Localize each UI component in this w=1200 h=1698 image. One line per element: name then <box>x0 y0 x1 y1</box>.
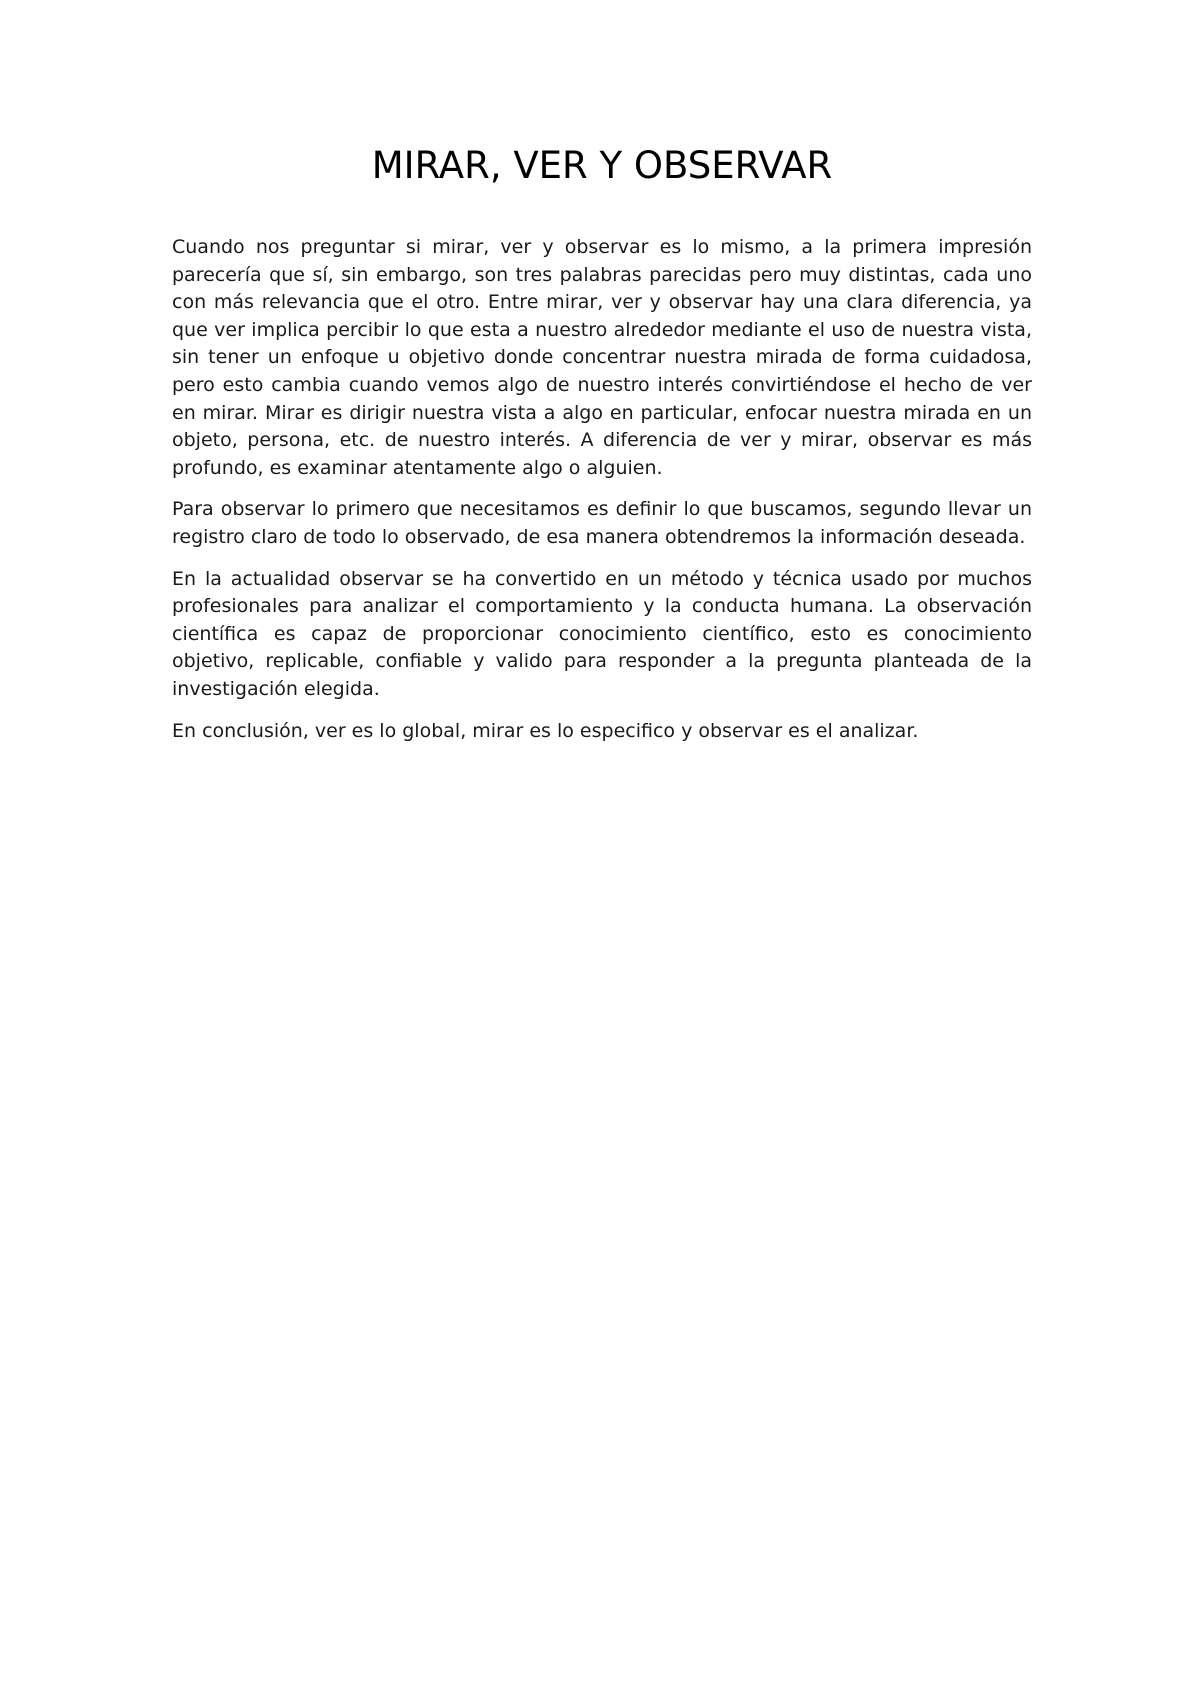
document-title: MIRAR, VER Y OBSERVAR <box>371 144 833 187</box>
paragraph-3: En la actualidad observar se ha convertido en un método y técnica usado por muchos profesionales para analizar el comportamiento y la conducta humana. La observación científica es capaz de proporcionar conocimiento científico, esto es conocimiento objetivo, replicable, confiable y valido para responder a la pregunta planteada de la investigación elegida. <box>172 567 1032 700</box>
paragraph-1: Cuando nos preguntar si mirar, ver y observar es lo mismo, a la primera impresión parecería que sí, sin embargo, son tres palabras parecidas pero muy distintas, cada uno con más relevancia que el otro. Entre mirar, ver y observar hay una clara diferencia, ya que ver implica percibir lo que esta a nuestro alrededor mediante el uso de nuestra vista, sin tener un enfoque u objetivo donde concentrar nuestra mirada de forma cuidadosa, pero esto cambia cuando vemos algo de nuestro interés convirtiéndose el hecho de ver en mirar. Mirar es dirigir nuestra vista a algo en particular, enfocar nuestra mirada en un objeto, persona, etc. de nuestro interés. A diferencia de ver y mirar, observar es más profundo, es examinar atentamente algo o alguien. <box>172 236 1032 479</box>
paragraph-2: Para observar lo primero que necesitamos es definir lo que buscamos, segundo llevar un registro claro de todo lo observado, de esa manera obtendremos la información deseada. <box>172 498 1032 548</box>
paragraph-4: En conclusión, ver es lo global, mirar es lo especifico y observar es el analizar. <box>172 719 919 742</box>
document-body <box>172 234 1032 759</box>
